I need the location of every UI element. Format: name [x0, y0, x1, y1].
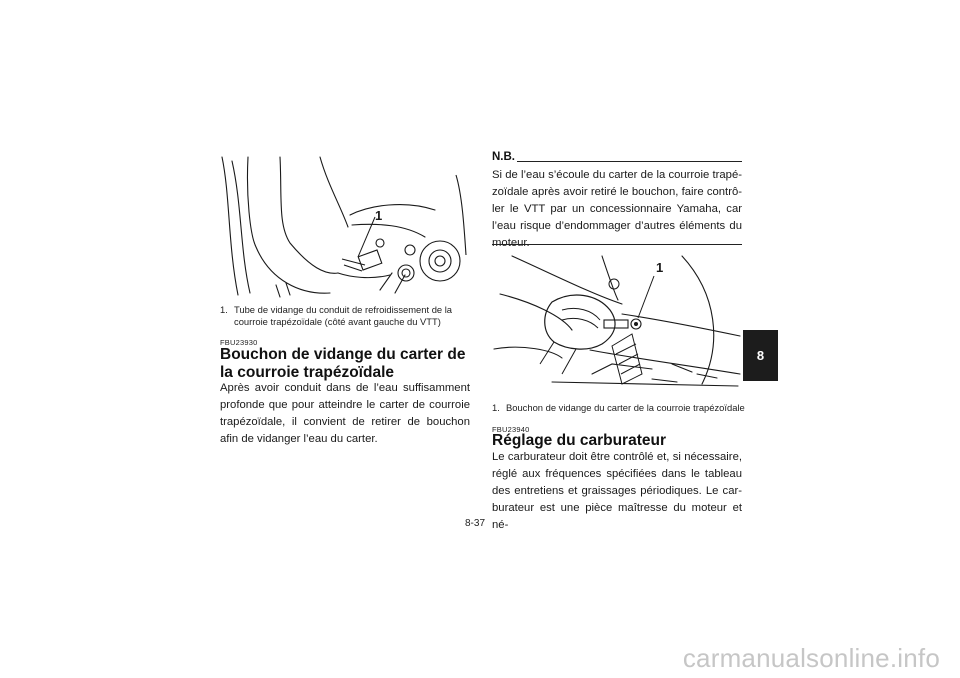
note-rule — [517, 161, 742, 162]
section-code: FBU23930 — [220, 338, 258, 347]
watermark: carmanualsonline.info — [682, 643, 940, 673]
chapter-tab-label: 8 — [756, 348, 765, 363]
section-title: Réglage du carburateur — [492, 432, 666, 449]
note-header — [492, 151, 742, 164]
callout-number: 1 — [656, 260, 664, 275]
belt-case-drawing — [492, 254, 742, 396]
figure-caption — [220, 304, 470, 328]
drain-tube-illustration — [220, 155, 470, 298]
caption-text: Tube de vidange du conduit de refroidissement de la courroie trapézoïdale (côté avant gauche du VTT) — [234, 304, 453, 327]
note-end-rule — [492, 244, 742, 245]
section-code: FBU23940 — [492, 425, 530, 434]
drain-plug-illustration — [492, 254, 742, 396]
note-label: N.B. — [492, 151, 515, 163]
engine-left-side-drawing — [220, 155, 470, 298]
caption-number: 1. — [492, 402, 500, 413]
callout-number: 1 — [375, 208, 383, 223]
caption-number: 1. — [220, 304, 228, 315]
chapter-tab — [743, 330, 778, 381]
section-body: Le carburateur doit être contrôlé et, si nécessaire, réglé aux fréquences spécifiées dans le tableau des entretiens et graissages périodiques. Le car-burateur est une pièce maîtresse du moteur et né- — [492, 451, 742, 531]
figure-caption — [492, 402, 747, 414]
section-title: Bouchon de vidange du carter de la courroie trapézoïdale — [220, 346, 466, 381]
caption-text: Bouchon de vidange du carter de la courroie trapézoïdale — [506, 402, 745, 413]
page-number: 8-37 — [465, 518, 486, 529]
note-body: Si de l’eau s’écoule du carter de la courroie trapé-zoïdale après avoir retiré le bouchon, faire contrô-ler le VTT par un concessionnaire Yamaha, car l’eau risque d’endommager d’autres éléments du moteur. — [492, 169, 742, 249]
section-body: Après avoir conduit dans de l’eau suffisamment profonde que pour atteindre le carter de courroie trapézoïdale, il convient de retirer de bouchon afin de vidanger l’eau du carter. — [220, 382, 470, 445]
